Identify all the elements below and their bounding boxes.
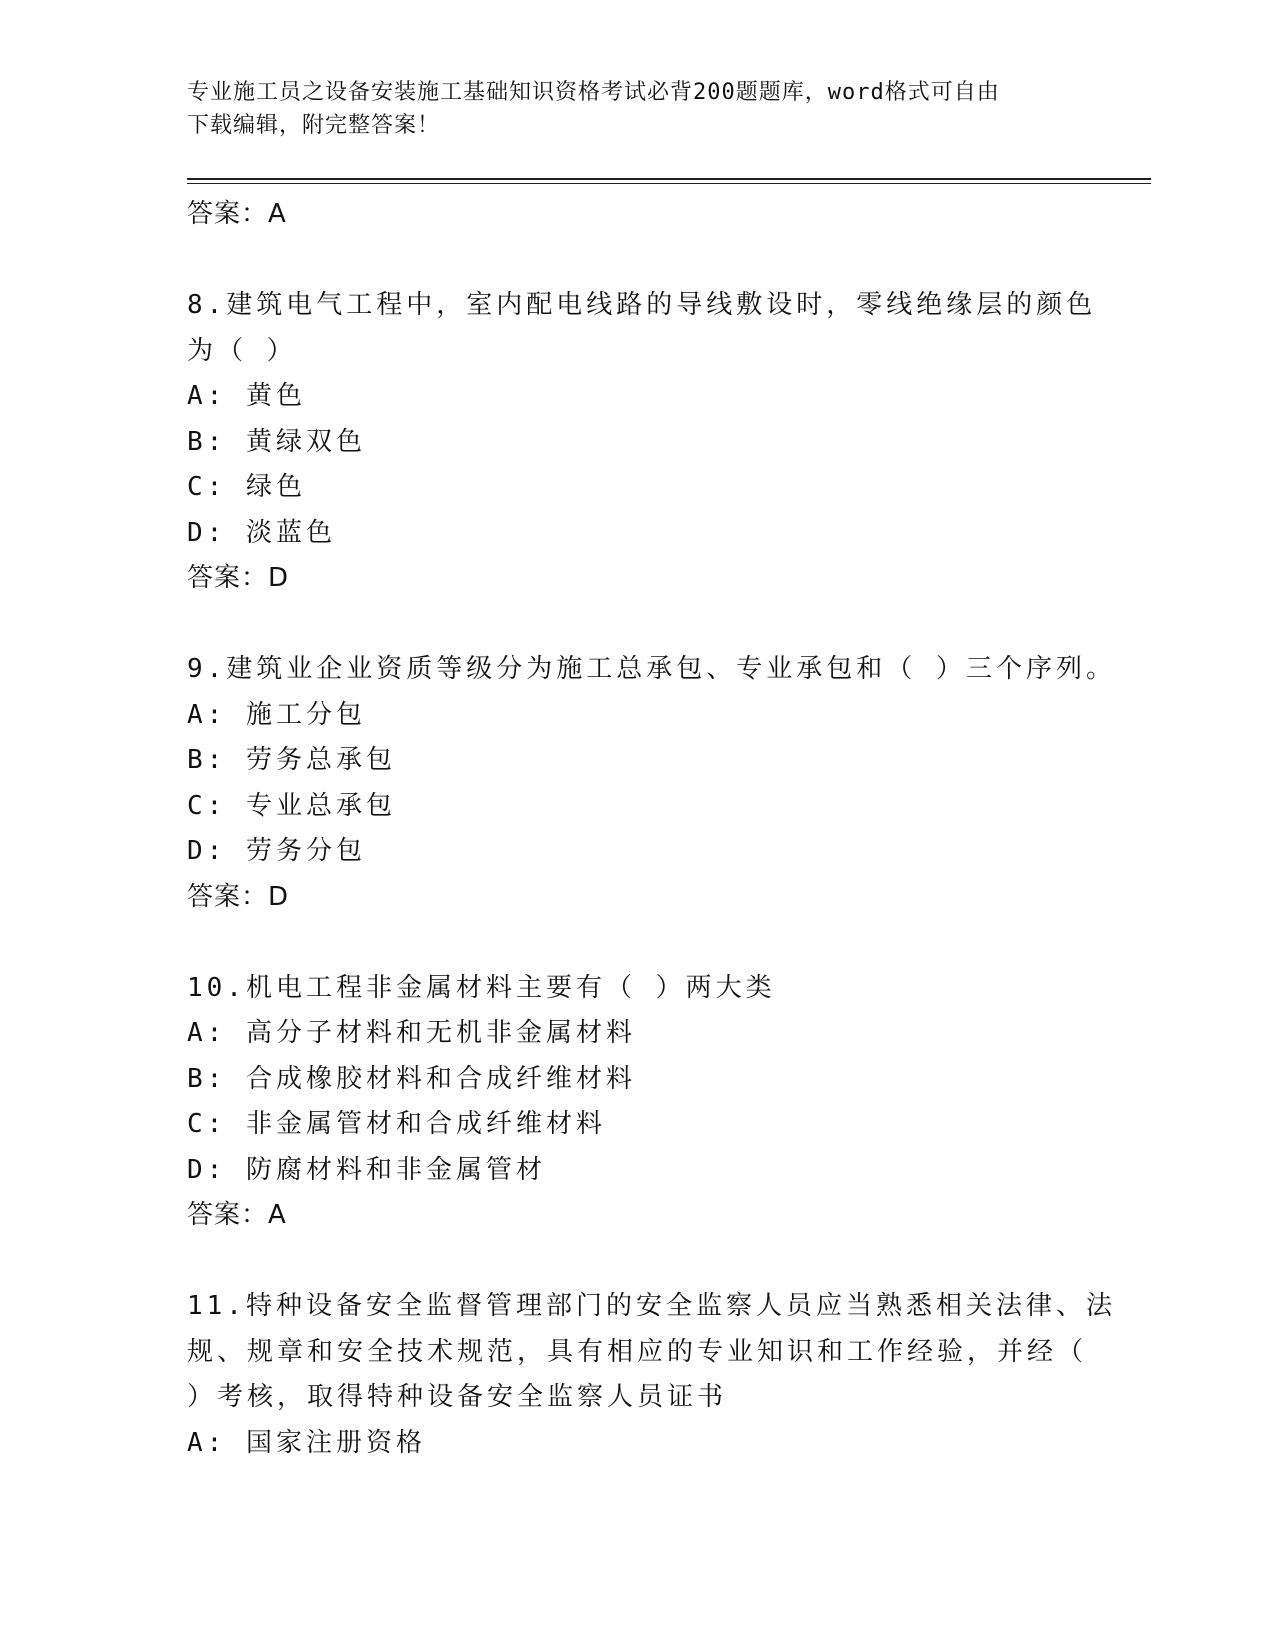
document-body bbox=[187, 192, 1116, 1466]
spacer bbox=[187, 238, 1087, 284]
spacer bbox=[187, 602, 1087, 648]
option-c: C: 专业总承包 bbox=[187, 790, 396, 821]
spacer bbox=[187, 1239, 1087, 1285]
prev-answer: 答案：A bbox=[187, 199, 287, 229]
option-b: B: 合成橡胶材料和合成纤维材料 bbox=[187, 1063, 636, 1094]
question-9 bbox=[187, 647, 1116, 920]
question-text: 8.建筑电气工程中，室内配电线路的导线敷设时，零线绝缘层的颜色 bbox=[187, 290, 1097, 320]
option-c: C: 绿色 bbox=[187, 472, 306, 502]
question-text: 11.特种设备安全监督管理部门的安全监察人员应当熟悉相关法律、法 bbox=[187, 1291, 1116, 1321]
option-b: B: 劳务总承包 bbox=[187, 745, 396, 775]
option-a: A: 施工分包 bbox=[187, 699, 366, 730]
question-text: 规、规章和安全技术规范，具有相应的专业知识和工作经验，并经（ bbox=[187, 1336, 1088, 1367]
header-line-1: 专业施工员之设备安装施工基础知识资格考试必背200题题库，word格式可自由 bbox=[187, 80, 1000, 105]
answer: 答案：D bbox=[187, 881, 290, 912]
header-rule-thick bbox=[187, 178, 1151, 180]
option-d: D: 淡蓝色 bbox=[187, 517, 336, 548]
answer: 答案：D bbox=[187, 563, 290, 593]
question-11 bbox=[187, 1284, 1116, 1466]
question-text: ）考核，取得特种设备安全监察人员证书 bbox=[187, 1382, 728, 1412]
question-text: 9.建筑业企业资质等级分为施工总承包、专业承包和（ ）三个序列。 bbox=[187, 654, 1116, 684]
header-rule-thin bbox=[187, 183, 1151, 184]
option-b: B: 黄绿双色 bbox=[187, 426, 366, 457]
question-text: 为（ ） bbox=[187, 335, 297, 366]
answer: 答案：A bbox=[187, 1200, 287, 1230]
option-a: A: 黄色 bbox=[187, 381, 306, 411]
question-10 bbox=[187, 966, 1087, 1239]
option-a: A: 国家注册资格 bbox=[187, 1427, 426, 1458]
option-a: A: 高分子材料和无机非金属材料 bbox=[187, 1018, 636, 1048]
header-line-2: 下载编辑，附完整答案！ bbox=[187, 113, 441, 138]
question-text: 10.机电工程非金属材料主要有（ ）两大类 bbox=[187, 972, 776, 1003]
option-d: D: 防腐材料和非金属管材 bbox=[187, 1154, 546, 1185]
option-d: D: 劳务分包 bbox=[187, 836, 366, 866]
page-header bbox=[187, 76, 1067, 142]
spacer bbox=[187, 920, 1087, 966]
question-8 bbox=[187, 283, 1097, 602]
option-c: C: 非金属管材和合成纤维材料 bbox=[187, 1109, 606, 1139]
